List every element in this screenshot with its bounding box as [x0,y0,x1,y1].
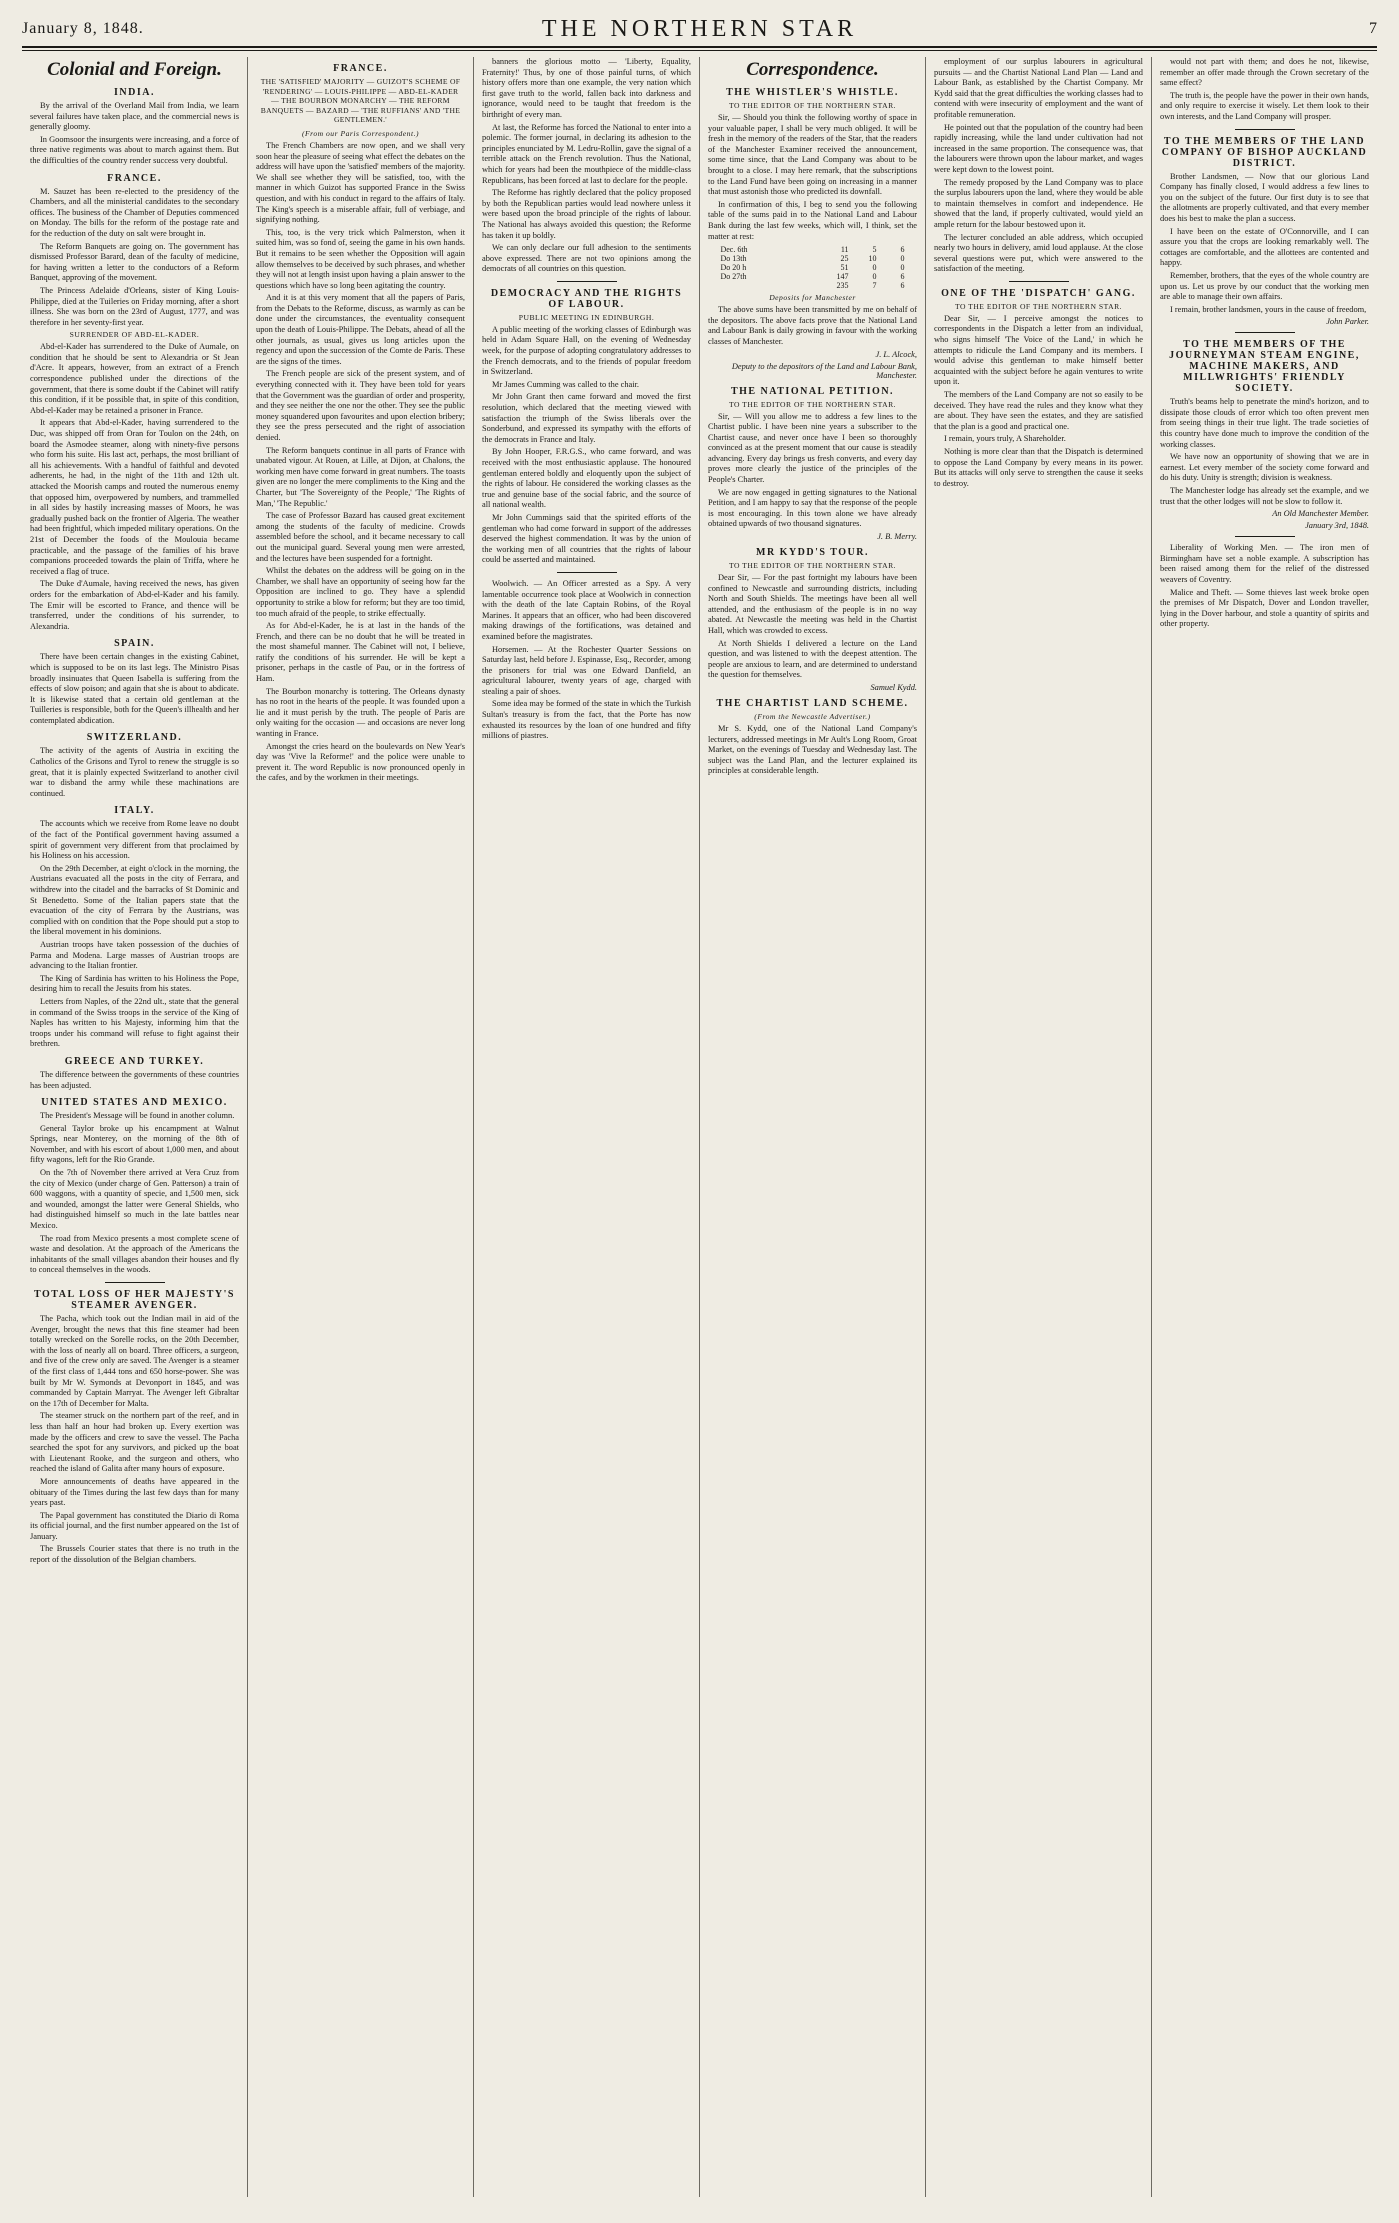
signature: J. L. Alcock, [875,349,917,359]
deposits-table-caption: Deposits for Manchester [769,293,856,303]
article-paragraph: Nothing is more clear than that the Dispatch is determined to oppose the Land Company by every means in its power. But its attacks will only serve to strengthen the cause it seeks to destroy. [934,447,1143,488]
section-title-correspondence: Correspondence. [746,59,879,80]
columns [22,57,1377,2197]
article-paragraph: Mr John Cummings said that the spirited efforts of the gentleman who had come forward in support of the addresses deserved the highest commendation. It was by the union of the working men of all countries that the rights of labour could be asserted and maintained. [482,512,691,565]
article-paragraph: The steamer struck on the northern part of the reef, and in less than half an hour had broken up. Every exertion was made by the officers and crew to save the vessel. The Pacha searched the spot for any survivors, and picked up the boat with Lieutenant Rooke, and the surgeon and others, who reached the island of Galita after many hours of exposure. [30,1411,239,1474]
masthead-rule [22,50,1377,51]
article-paragraph: Some idea may be formed of the state in which the Turkish Sultan's treasury is from the fact, that the Porte has now exhausted its resources by the loan of one hundred and fifty millions of piastres. [482,699,691,741]
article-paragraph: Malice and Theft. — Some thieves last week broke open the premises of Mr Dispatch, Dover and London traveller, lying in the Dover harbour, and stole a quantity of spirits and other property. [1160,587,1369,629]
article-paragraph: Liberality of Working Men. — The iron men of Birmingham have set a noble example. A subscription has been raised among them for the relief of the distressed weavers of Coventry. [1160,543,1369,584]
article-paragraph: The road from Mexico presents a most complete scene of waste and desolation. At the approach of the Americans the inhabitants of the small villages abandon their houses and fly to conceal themselves in the woods. [30,1233,239,1275]
table-total-row [718,281,906,290]
article-paragraph: Letters from Naples, of the 22nd ult., state that the general in command of the Swiss troops in the service of the King of Naples has written to his Majesty, informing him that the troops under his command will refuse to fight against their brethren. [30,996,239,1049]
divider [1235,536,1295,537]
table-row [718,254,906,263]
masthead [22,16,1377,48]
article-paragraph: We have now an opportunity of showing that we are in earnest. Let every member of the society come forward and do his duty. Unity is strength; division is weakness. [1160,452,1369,483]
section-title-colonial-foreign: Colonial and Foreign. [47,59,222,80]
heading-democracy-labour: DEMOCRACY AND THE RIGHTS OF LABOUR. [490,287,683,310]
heading-dispatch-gang: ONE OF THE 'DISPATCH' GANG. [941,287,1136,299]
column-4 [700,57,926,2197]
column-1 [22,57,248,2197]
article-paragraph: The Pacha, which took out the Indian mail in aid of the Avenger, brought the news that this fine steamer had been totally wrecked on the Sorelle rocks, on the 20th December, with the loss of nearly all on board. Three officers, a surgeon, and five of the crew only are saved. The Avenger is a steamer of the first class of 1,444 tons and 650 horse-power. She was built by Mr W. Symonds at Devonport in 1845, and was commanded by Captain Marryat. The Avenger left Gibraltar on the 17th of December for Malta. [30,1314,239,1408]
table-cell: 6 [900,281,905,291]
table-cell: 7 [872,281,877,291]
article-paragraph: The Brussels Courier states that there is no truth in the report of the dissolution of the Belgian chambers. [30,1544,239,1565]
table-cell: 5 [872,245,877,255]
table-cell: 10 [868,254,877,264]
heading-italy: ITALY. [114,805,155,817]
article-paragraph: The members of the Land Company are not so easily to be deceived. They have read the rules and they know what they are about. They have seen the estates, and they are satisfied that the plan is a good and practical one. [934,390,1143,431]
article-paragraph: would not part with them; and does he not, likewise, remember an offer made through the Crown secretary of the same effect? [1160,57,1369,88]
table-cell: 0 [900,263,905,273]
table-row [718,245,906,254]
table-cell: 6 [900,245,905,255]
table-row [718,263,906,272]
table-cell: 6 [900,272,905,282]
article-paragraph: The Reform Banquets are going on. The government has dismissed Professor Barard, dean of the faculty of medicine, for having written a letter to the conductors of a Reform Banquet, approving of the movement. [30,241,239,283]
article-paragraph: Mr John Grant then came forward and moved the first resolution, which declared that the meeting viewed with satisfaction the triumph of the Swiss liberals over the Sonderbund, and expressed its sympathy with the efforts of the democrats in France and Italy. [482,392,691,444]
article-paragraph: Mr James Cumming was called to the chair. [492,379,639,389]
table-cell: 0 [900,254,905,264]
article-paragraph: At North Shields I delivered a lecture on the Land question, and was listened to with the deepest attention. The people are anxious to learn, and are determined to understand the question for themselves. [708,638,917,680]
heading-land-company-members: TO THE MEMBERS OF THE LAND COMPANY OF BISHOP AUCKLAND DISTRICT. [1161,135,1368,169]
column-3 [474,57,700,2197]
article-paragraph: The French people are sick of the present system, and of everything connected with it. They have been told for years that the Government was the guardian of order and prosperity, and they see neither the one nor the other. They see the public money squandered upon favourites and upon election bribery; they see the press persecuted and the right of association denied. [256,369,465,442]
signature-title: Deputy to the depositors of the Land and Labour Bank, Manchester. [731,361,917,380]
salutation-editor: TO THE EDITOR OF THE NORTHERN STAR. [728,399,897,409]
article-paragraph: The President's Message will be found in another column. [40,1111,235,1121]
article-paragraph: And it is at this very moment that all the papers of Paris, from the Debats to the Reforme, discuss, as warmly as can be done under the circumstances, the eventuality consequent upon the death of Louis-Philippe. The Debats, ahead of all the other journals, as usual, gives us long articles upon the regency and upon the succession of the Comte de Paris. These are the signs of the times. [256,293,465,366]
salutation-editor: TO THE EDITOR OF THE NORTHERN STAR. [954,301,1123,311]
article-paragraph: M. Sauzet has been re-elected to the presidency of the Chambers, and all the ministerial candidates to the secondary offices. The business of the Chamber of Deputies commenced on Monday. The bills for the reform of the postage rate and for the reduction of the duty on salt were brought in. [30,186,239,238]
article-paragraph: By John Hooper, F.R.G.S., who came forward, and was received with the most enthusiastic applause. The honoured gentleman entered boldly and eloquently upon the subject of the rights of labour. He considered the working classes as the true and genuine base of the social fabric, and the source of all national wealth. [482,447,691,510]
table-cell: Dec. 6th [720,245,748,255]
table-cell [718,281,822,290]
heading-abdel-kader: SURRENDER OF ABD-EL-KADER. [69,330,200,340]
article-paragraph: He pointed out that the population of the country had been rapidly increasing, while the land under cultivation had not increased in the same proportion. The consequence was, that the labourers were thrown upon the labour market, and wages were kept down to the lowest point. [934,122,1143,174]
table-cell: 147 [836,272,849,282]
heading-kydds-tour: MR KYDD'S TOUR. [756,547,869,559]
article-paragraph: Sir, — Should you think the following worthy of space in your valuable paper, I shall be very much obliged. It will be fresh in the memory of the readers of the Star, that the readers of the Manchester Examiner received the announcement, some time since, that the Land Company was about to be brought to a close. I may here remark, that the subscriptions to the Land Fund have been going on increasing in a manner that must astonish those who predicted its downfall. [708,113,917,197]
article-paragraph: employment of our surplus labourers in agricultural pursuits — and the Chartist National Land Plan — Land and Labour Bank, as established by the Chartist Company. Mr Kydd said that the great difficulties the working classes had to contend with were insecurity of employment and the want of profitable remuneration. [934,57,1143,119]
salutation-editor: TO THE EDITOR OF THE NORTHERN STAR. [728,561,897,571]
article-paragraph: General Taylor broke up his encampment at Walnut Springs, near Monterey, on the morning of the 8th of November, and with his escort of about 1,000 men, and about fifty wagons, left for the Rio Grande. [30,1123,239,1165]
divider [105,1282,165,1283]
table-cell: 0 [872,263,877,273]
article-paragraph: The Duke d'Aumale, having received the news, has given orders for the embarkation of Abd-el-Kader and his family. The Emir will be escorted to France, and thence will be transferred, under the conditions of his surrender, to Alexandria. [30,579,239,631]
table-cell: 51 [840,263,849,273]
heading-france-correspondence: FRANCE. [333,63,388,74]
article-paragraph: Truth's beams help to penetrate the mind's horizon, and to dissipate those clouds of error which too often prevent men from seeing things in their true light. The trade societies of this country have done much to improve the condition of the working classes. [1160,397,1369,449]
salutation-editor: TO THE EDITOR OF THE NORTHERN STAR. [728,101,897,110]
article-paragraph: The case of Professor Bazard has caused great excitement among the students of the faculty of medicine. Crowds assembled before the school, and it became necessary to call out the municipal guard. Several young men were arrested, and the lectures have been suspended for a fortnight. [256,511,465,563]
heading-greece-turkey: GREECE AND TURKEY. [64,1055,205,1067]
article-paragraph: I remain, brother landsmen, yours in the cause of freedom, [1170,304,1367,314]
article-subhead: THE 'SATISFIED' MAJORITY — GUIZOT'S SCHEME OF 'RENDERING' — LOUIS-PHILIPPE — ABD-EL-KADER — THE BOURBON MONARCHY — THE REFORM BANQUETS — BAZARD — 'THE RUFFIANS' AND 'THE GENTLEMEN.' [260,77,461,125]
divider [1235,129,1295,130]
article-paragraph: We can only declare our full adhesion to the sentiments above expressed. There are not two opinions among the democrats of all countries on this question. [482,243,691,274]
article-paragraph: The truth is, the people have the power in their own hands, and only require to exercise it wisely. Let them look to their own interests, and the Land Company will prosper. [1160,90,1369,121]
heading-national-petition: THE NATIONAL PETITION. [730,385,895,397]
column-2 [248,57,474,2197]
heading-spain: SPAIN. [114,638,155,650]
article-paragraph: Remember, brothers, that the eyes of the whole country are upon us. Let us prove by our conduct that the working men are able to manage their own affairs. [1160,270,1369,302]
table-cell: 235 [836,281,849,291]
divider [557,572,617,573]
article-paragraph: Abd-el-Kader has surrendered to the Duke of Aumale, on condition that he should be sent to Alexandria or St Jean d'Acre. It appears, however, from an extract of a French correspondence published under the directions of the government, that there is some doubt if the Cabinet will ratify this condition, if it be possible that, in spite of this condition, Abd-el-Kader may be retained a prisoner in France. [30,342,239,415]
article-paragraph: Horsemen. — At the Rochester Quarter Sessions on Saturday last, held before J. Espinasse, Esq., Recorder, among the prisoners for trial was one Edward Danfield, an agricultural labourer, twenty years of age, charged with stealing a pair of shoes. [482,644,691,696]
article-paragraph: More announcements of deaths have appeared in the obituary of the Times during the last few days than for many years past. [30,1476,239,1508]
article-paragraph: There have been certain changes in the existing Cabinet, which is supposed to be on its last legs. The Ministro Pisas broadly insinuates that Queen Isabella is suffering from the effects of slow poison; and again that she is about to abdicate. It is likewise stated that a certain old gentleman at the Tuilleries is responsible, both for the Queen's illhealth and her contemplated abdication. [30,652,239,725]
issue-date: January 8, 1848. [22,20,144,37]
article-paragraph: By the arrival of the Overland Mail from India, we learn several failures have taken place, and the commercial news is generally gloomy. [30,101,239,132]
article-paragraph: Mr S. Kydd, one of the National Land Company's lecturers, addressed meetings in Mr Ault's Long Room, Groat Market, on the evenings of Tuesday and Wednesday last. The subject was the Land Plan, and the lecturer explained its principles at considerable length. [708,723,917,776]
article-paragraph: The lecturer concluded an able address, which occupied nearly two hours in delivery, amid loud applause. At the close several questions were put, which were answered to the satisfaction of the meeting. [934,232,1143,274]
article-paragraph: In confirmation of this, I beg to send you the following table of the sums paid in to the National Land and Labour Bank during the last few weeks, which will, I think, set the matter at rest: [708,199,917,241]
table-cell: Do 27th [720,272,747,282]
article-paragraph: The Princess Adelaide d'Orleans, sister of King Louis-Philippe, died at the Tuileries on Friday morning, after a short illness. She was born on the 23rd of August, 1777, and was therefore in her seventy-first year. [30,285,239,327]
table-cell: 25 [840,254,849,264]
article-paragraph: banners the glorious motto — 'Liberty, Equality, Fraternity!' Thus, by one of those painful turns, of which history offers more than one example, the very nation which first gave truth to the world, fallen back into darkness and ignorance, would need to be taught that freedom is the birthright of every man. [482,57,691,119]
article-paragraph: The difference between the governments of these countries has been adjusted. [30,1069,239,1090]
page-number: 7 [1369,20,1377,37]
heading-india: INDIA. [114,87,155,98]
article-paragraph: Brother Landsmen, — Now that our glorious Land Company has finally closed, I would address a few lines to you on the subject of the future. Our first duty is to see that the allotments are properly cultivated, and that every member does his best to make the plan a success. [1160,171,1369,223]
column-5 [926,57,1152,2197]
table-cell: Do 13th [720,254,747,264]
article-paragraph: Austrian troops have taken possession of the duchies of Parma and Modena. Large masses of Austrian troops are advancing to the Italian frontier. [30,939,239,971]
heading-whistlers-whistle: THE WHISTLER'S WHISTLE. [726,87,899,98]
column-6 [1152,57,1377,2197]
article-paragraph: On the 29th December, at eight o'clock in the morning, the Austrians evacuated all the posts in the city of Ferrara, and withdrew into the citadel and the barracks of St Dominic and St Benedetto. Some of the Italian papers state that the evacuation of the city of Ferrara by the Austrians, was complied with on condition that the Pope should put a stop to the liberal movement in his dominions. [30,863,239,937]
article-paragraph: The Papal government has constituted the Diario di Roma its official journal, and the first number appeared on the 1st of January. [30,1510,239,1541]
heading-chartist-land-scheme: THE CHARTIST LAND SCHEME. [716,697,909,709]
article-paragraph: Amongst the cries heard on the boulevards on New Year's day was 'Vive la Reforme!' and the police were unable to prevent it. The word Republic is now pronounced openly in the cafes, and by the workmen in their meetings. [256,741,465,783]
article-paragraph: The accounts which we receive from Rome leave no doubt of the fact of the Pontifical government having assumed a spirit of government very different from that proclaimed by his Holiness on his accession. [30,819,239,861]
article-paragraph: Dear Sir, — For the past fortnight my labours have been confined to Newcastle and surrounding districts, including North and South Shields. The meetings have been all well attended, and the enthusiasm of the people is in no way abated. At Newcastle the meeting was held in the Chartist Hall, which was crowded to excess. [708,573,917,635]
signature: Samuel Kydd. [870,682,917,692]
newspaper-title: THE NORTHERN STAR [541,15,858,42]
heading-public-meeting: PUBLIC MEETING IN EDINBURGH. [518,312,655,322]
divider [1009,281,1069,282]
article-paragraph: On the 7th of November there arrived at Vera Cruz from the city of Mexico (under charge of Gen. Patterson) a train of 600 waggons, with a quantity of specie, and 1,500 men, sick and wounded, amongst the latter were General Shields, who had distinguished himself so much in the late battles near Mexico. [30,1168,239,1231]
article-paragraph: Dear Sir, — I perceive amongst the notices to correspondents in the Dispatch a letter from an individual, who signs himself 'The Voice of the Land,' in which he attempts to ridicule the Land Company and its members. I would advise this gentleman to make himself better acquainted with the subject before he again ventures to write upon it. [934,313,1143,387]
article-paragraph: Woolwich. — An Officer arrested as a Spy. A very lamentable occurrence took place at Woolwich in connection with the death of the late Captain Robins, of the Royal Marines. It appears that an officer, who had been discovered making drawings of the fortifications, was detained and examined before the magistrates. [482,578,691,641]
article-paragraph: This, too, is the very trick which Palmerston, when it suited him, was so fond of, seeing the game in his own hands. But it remains to be seen whether the Opposition will again allow themselves to be deceived by such phrases, and whether they will not at length insist upon having a plain answer to the questions which have so long been agitating the country. [256,227,465,290]
article-paragraph: The King of Sardinia has written to his Holiness the Pope, desiring him to recall the Jesuits from his states. [30,973,239,994]
signature: John Parker. [1326,317,1369,327]
table-row [718,272,906,281]
article-paragraph: Whilst the debates on the address will be going on in the Chamber, we shall have an opportunity of seeing how far the Opposition are inclined to go. They have a splendid opportunity to strike a blow for reform; but they are too timid, too much afraid of the people, to strike effectually. [256,566,465,618]
article-paragraph: The above sums have been transmitted by me on behalf of the depositors. The above facts prove that the National Land and Labour Bank is daily growing in favour with the working classes of Manchester. [708,305,917,346]
article-paragraph: It appears that Abd-el-Kader, having surrendered to the Duc, was shipped off from Oran for Toulon on the 24th, on board the Asmodee steamer, along with ninety-five persons who form his suite. His last act, perhaps, the most brilliant of all his achievements. With a handful of faithful and devoted adherents, he had, in the night of the 11th and 12th ult. attacked the Moorish camps and routed the numerous enemy that opposed him, overpowered by numbers, and trammelled in all sides by hastily increasing masses of Moors, he was gradually pushed back on the frontier of Algeria. The weather had been frightful, which impeded military operations. On the 21st of December the foods of the Moulouia became practicable, and the passage of the families of his brave companions proceeded towards the plain of Triffa, where he received a flag of truce. [30,418,239,576]
article-paragraph: The remedy proposed by the Land Company was to place the surplus labourers upon the land, where they would be able to maintain themselves in comfort and independence. He showed that the land, if properly cultivated, would yield an ample return for the labour bestowed upon it. [934,177,1143,229]
article-paragraph: At last, the Reforme has forced the National to enter into a polemic. The former journal, in declaring its adhesion to the principles enunciated by M. Ledru-Rollin, gave the signal of a terrible attack on the French revolution. Thus the National, which for years had been the mouthpiece of the middle-class Republicans, has been forced at last to declare for the people. [482,122,691,185]
article-paragraph: The Manchester lodge has already set the example, and we trust that the other lodges will not be slow to follow it. [1160,486,1369,506]
heading-avenger-loss: TOTAL LOSS OF HER MAJESTY'S STEAMER AVENGER. [34,1289,235,1311]
deposits-table [718,245,906,290]
article-paragraph: The Reform banquets continue in all parts of France with unabated vigour. At Rouen, at Lille, at Dijon, at Chalons, the working men have come forward in great numbers. The toasts given are no longer the mere compliments to the King and the Charter, but 'The Sovereignty of the People,' 'The Rights of Man,' 'The Republic.' [256,445,465,508]
heading-france: FRANCE. [107,172,162,184]
heading-switzerland: SWITZERLAND. [86,732,183,744]
article-paragraph: I have been on the estate of O'Connorville, and I can assure you that the crops are looking remarkably well. The cottages are comfortable, and the allottees are contented and happy. [1160,226,1369,268]
table-cell: Do 20 h [720,263,747,273]
heading-united-states-mexico: UNITED STATES AND MEXICO. [41,1097,228,1109]
article-paragraph: In Goomsoor the insurgents were increasing, and a force of three native regiments was about to march against them. But the difficulties of the country render success very doubtful. [30,134,239,165]
article-paragraph: The Bourbon monarchy is tottering. The Orleans dynasty has no root in the hearts of the people. It was founded upon a lie and it must perish by the truth. The people of Paris are only waiting for the occasion — and occasions are never long wanting in France. [256,686,465,739]
article-paragraph: We are now engaged in getting signatures to the National Petition, and I am happy to say that the response of the people is most encouraging. In this town alone we have already obtained upwards of two thousand signatures. [708,487,917,529]
divider [1235,332,1295,333]
heading-journeyman-society: TO THE MEMBERS OF THE JOURNEYMAN STEAM ENGINE, MACHINE MAKERS, AND MILLWRIGHTS' FRIENDLY SOCIETY. [1169,339,1360,395]
dateline: January 3rd, 1848. [1305,521,1369,531]
article-paragraph: A public meeting of the working classes of Edinburgh was held in Adam Square Hall, on the evening of Wednesday week, for the purpose of adopting congratulatory addresses to the French democrats, and to the friends of popular freedom in Switzerland. [482,324,691,377]
table-cell: 0 [872,272,877,282]
correspondent-credit: (From our Paris Correspondent.) [301,128,420,138]
source-credit: (From the Newcastle Advertiser.) [754,711,871,721]
divider [557,281,617,282]
article-paragraph: As for Abd-el-Kader, he is at last in the hands of the French, and there can be no doubt that he will be treated in the most shameful manner. The Cabinet will not, I believe, ratify the conditions of his surrender. He will be kept a prisoner, perhaps in the castle of Pau, or in the fortress of Ham. [256,621,465,684]
signature: An Old Manchester Member. [1272,509,1369,519]
article-paragraph: The activity of the agents of Austria in exciting the Catholics of the Grisons and Tyrol to renew the struggle is so great, that it is plainly expected Switzerland to another civil war to disband the army while these machinations are continued. [30,746,239,798]
signature: J. B. Merry. [877,532,917,542]
article-paragraph: Sir, — Will you allow me to address a few lines to the Chartist public. I have been nine years a subscriber to the Chartist cause, and never once have I been so thoroughly convinced as at the present moment that our cause is steadily advancing. Every day brings us fresh converts, and every day proves more clearly the justice of the principles of the People's Charter. [708,411,917,485]
table-cell: 11 [840,245,849,255]
article-paragraph: The Reforme has rightly declared that the policy proposed by both the Republican parties would lead nowhere unless it were based upon the broad principle of the rights of labour. The National has always avoided this question; the Reforme has taken it up boldly. [482,188,691,240]
article-paragraph: I remain, yours truly, A Shareholder. [944,434,1066,444]
article-paragraph: The French Chambers are now open, and we shall very soon hear the pleasure of seeing what effect the debates on the address will have upon the 'satisfied' members of the majority. We shall see whether they will be satisfied, too, with the manner in which Guizot has supported France in the Swiss question, and with his conduct in regard to the affairs of Italy. The King's speech is a miserable affair, full of verbiage, and signifying nothing. [256,140,465,225]
